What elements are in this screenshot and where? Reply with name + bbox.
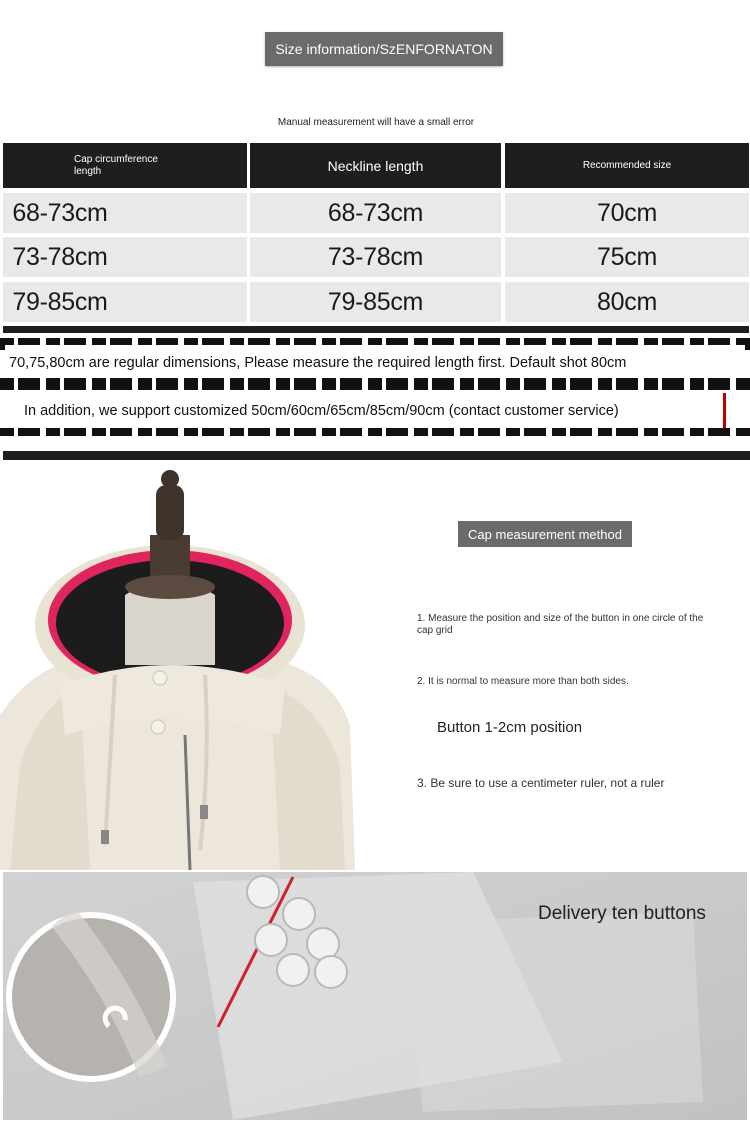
col-header-cap-label: Cap circumference length [74, 153, 158, 177]
table-cell: 75cm [505, 237, 749, 277]
delivery-label: Delivery ten buttons [538, 903, 706, 924]
table-cell: 80cm [505, 282, 749, 322]
col-header-cap [3, 143, 247, 188]
table-cell: 68-73cm [250, 193, 501, 233]
cell-text: 79-85cm [12, 287, 108, 316]
button-position-label: Button 1-2cm position [437, 719, 583, 736]
col-header-neckline: Neckline length [250, 143, 501, 188]
table-cell: 70cm [505, 193, 749, 233]
method-step-2: 2. It is normal to measure more than both sides. [417, 676, 629, 687]
size-info-title: Size information/SzENFORNATON [265, 32, 503, 66]
divider-bar [3, 451, 750, 460]
cell-text: 73-78cm [12, 242, 108, 271]
measurement-note: Manual measurement will have a small error [254, 111, 498, 133]
notice-regular: 70,75,80cm are regular dimensions, Please measure the required length first. Default shot 80cm [5, 345, 745, 381]
table-cell: 79-85cm [250, 282, 501, 322]
notice-custom: In addition, we support customized 50cm/60cm/65cm/85cm/90cm (contact customer service) [22, 393, 726, 429]
table-cell [3, 237, 247, 277]
table-cell [3, 193, 247, 233]
divider-bar [3, 326, 749, 333]
method-title: Cap measurement method [458, 521, 632, 547]
col-header-recommended: Recommended size [505, 143, 749, 188]
method-step-1: 1. Measure the position and size of the button in one circle of the cap grid [417, 613, 704, 636]
background-scribble [0, 378, 750, 390]
background-scribble [0, 428, 750, 436]
table-cell [3, 282, 247, 322]
table-cell: 73-78cm [250, 237, 501, 277]
method-step-3: 3. Be sure to use a centimeter ruler, not a ruler [417, 776, 665, 790]
mannequin-hood-photo [0, 465, 360, 870]
cell-text: 68-73cm [12, 198, 108, 227]
